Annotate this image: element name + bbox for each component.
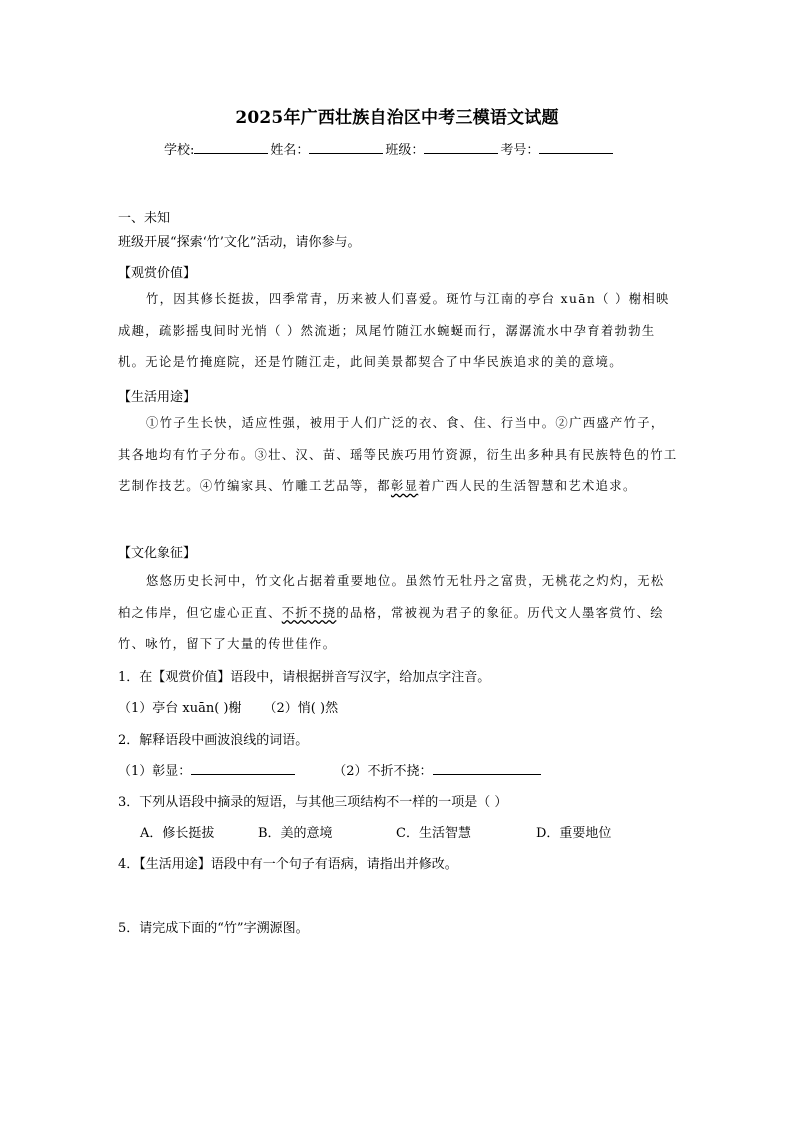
question-2-answers [118,760,541,779]
class-blank[interactable] [424,141,498,154]
section-heading: 一、未知 [118,211,171,226]
student-info-line [164,139,615,158]
exam-no-label: 考号： [500,143,540,158]
question-2-stem: 2．解释语段中画波浪线的词语。 [118,733,309,748]
paragraph-appreciation [118,284,678,379]
question-1-part-1[interactable]: （1）亭台 xuān( )榭 [118,701,242,716]
question-1-part-2[interactable]: （2）悄( )然 [263,701,339,716]
paragraph-usage-text-a: ①竹子生长快，适应性强，被用于人们广泛的衣、食、住、行当中。②广西盛产竹子，其各地均有竹子分布。③壮、汉、苗、瑶等民族巧用竹资源，衍生出多种具有民族特色的竹工艺制作技艺。④竹编家具、竹雕工艺品等，都 [118,416,678,493]
question-2-part-2-label: （2）不折不挠： [333,764,433,779]
paragraph-appreciation-text: 竹，因其修长挺拔，四季常青，历来被人们喜爱。斑竹与江南的亭台 xuān（ ）榭相映成趣，疏影摇曳间时光悄（ ）然流逝；凤尾竹随江水蜿蜒而行，潺潺流水中孕育着勃勃生机。无论是竹掩庭院，还是竹随江走，此间美景都契合了中华民族追求的美的意境。 [118,292,670,369]
school-label: 学校: [164,143,195,158]
question-1-answers [118,697,338,716]
option-a[interactable]: A．修长挺拔 [140,826,215,841]
wavy-word-zhangxian: 彰显 [390,479,419,493]
part-heading-symbol: 【文化象征】 [118,546,197,561]
option-d[interactable]: D．重要地位 [536,826,612,841]
question-4-stem: 4．【生活用途】语段中有一个句子有语病，请指出并修改。 [118,857,458,872]
part-heading-usage: 【生活用途】 [118,390,197,405]
paragraph-symbol-text-a: 悠悠历史长河中，竹文化占据着重要地位。虽然竹无牡丹之富贵，无桃花之灼灼，无松柏之伟岸，但它虚心正直、 [118,574,665,620]
class-label: 班级： [385,143,425,158]
page-title: 2025年广西壮族自治区中考三模语文试题 [235,108,559,128]
exam-no-blank[interactable] [539,141,613,154]
question-3-options [140,822,611,841]
wavy-word-buzhebunao: 不折不挠 [281,605,337,620]
question-1-stem: 1．在【观赏价值】语段中，请根据拼音写汉字，给加点字注音。 [118,670,491,685]
question-2-part-1-label: （1）彰显： [118,764,192,779]
name-blank[interactable] [309,141,383,154]
question-2-part-1-blank[interactable] [191,762,295,775]
name-label: 姓名： [270,143,310,158]
option-c[interactable]: C．生活智慧 [396,826,471,841]
question-2-part-2-blank[interactable] [433,762,541,775]
part-heading-appreciation: 【观赏价值】 [118,266,197,281]
question-3-stem: 3．下列从语段中摘录的短语，与其他三项结构不一样的一项是（ ） [118,795,508,810]
activity-intro: 班级开展“探索‘竹’文化”活动，请你参与。 [118,235,361,250]
paragraph-usage [118,408,678,503]
paragraph-symbol [118,566,678,661]
question-5-stem: 5．请完成下面的“竹”字溯源图。 [118,921,309,936]
paragraph-symbol-text-b: 的品格，常被视为君子的象征。历代文人墨客赏竹、绘竹、咏竹，留下了大量的传世佳作。 [118,605,664,651]
option-b[interactable]: B．美的意境 [258,826,333,841]
paragraph-usage-text-b: 着广西人民的生活智慧和艺术追求。 [418,479,637,493]
school-blank[interactable] [194,141,268,154]
